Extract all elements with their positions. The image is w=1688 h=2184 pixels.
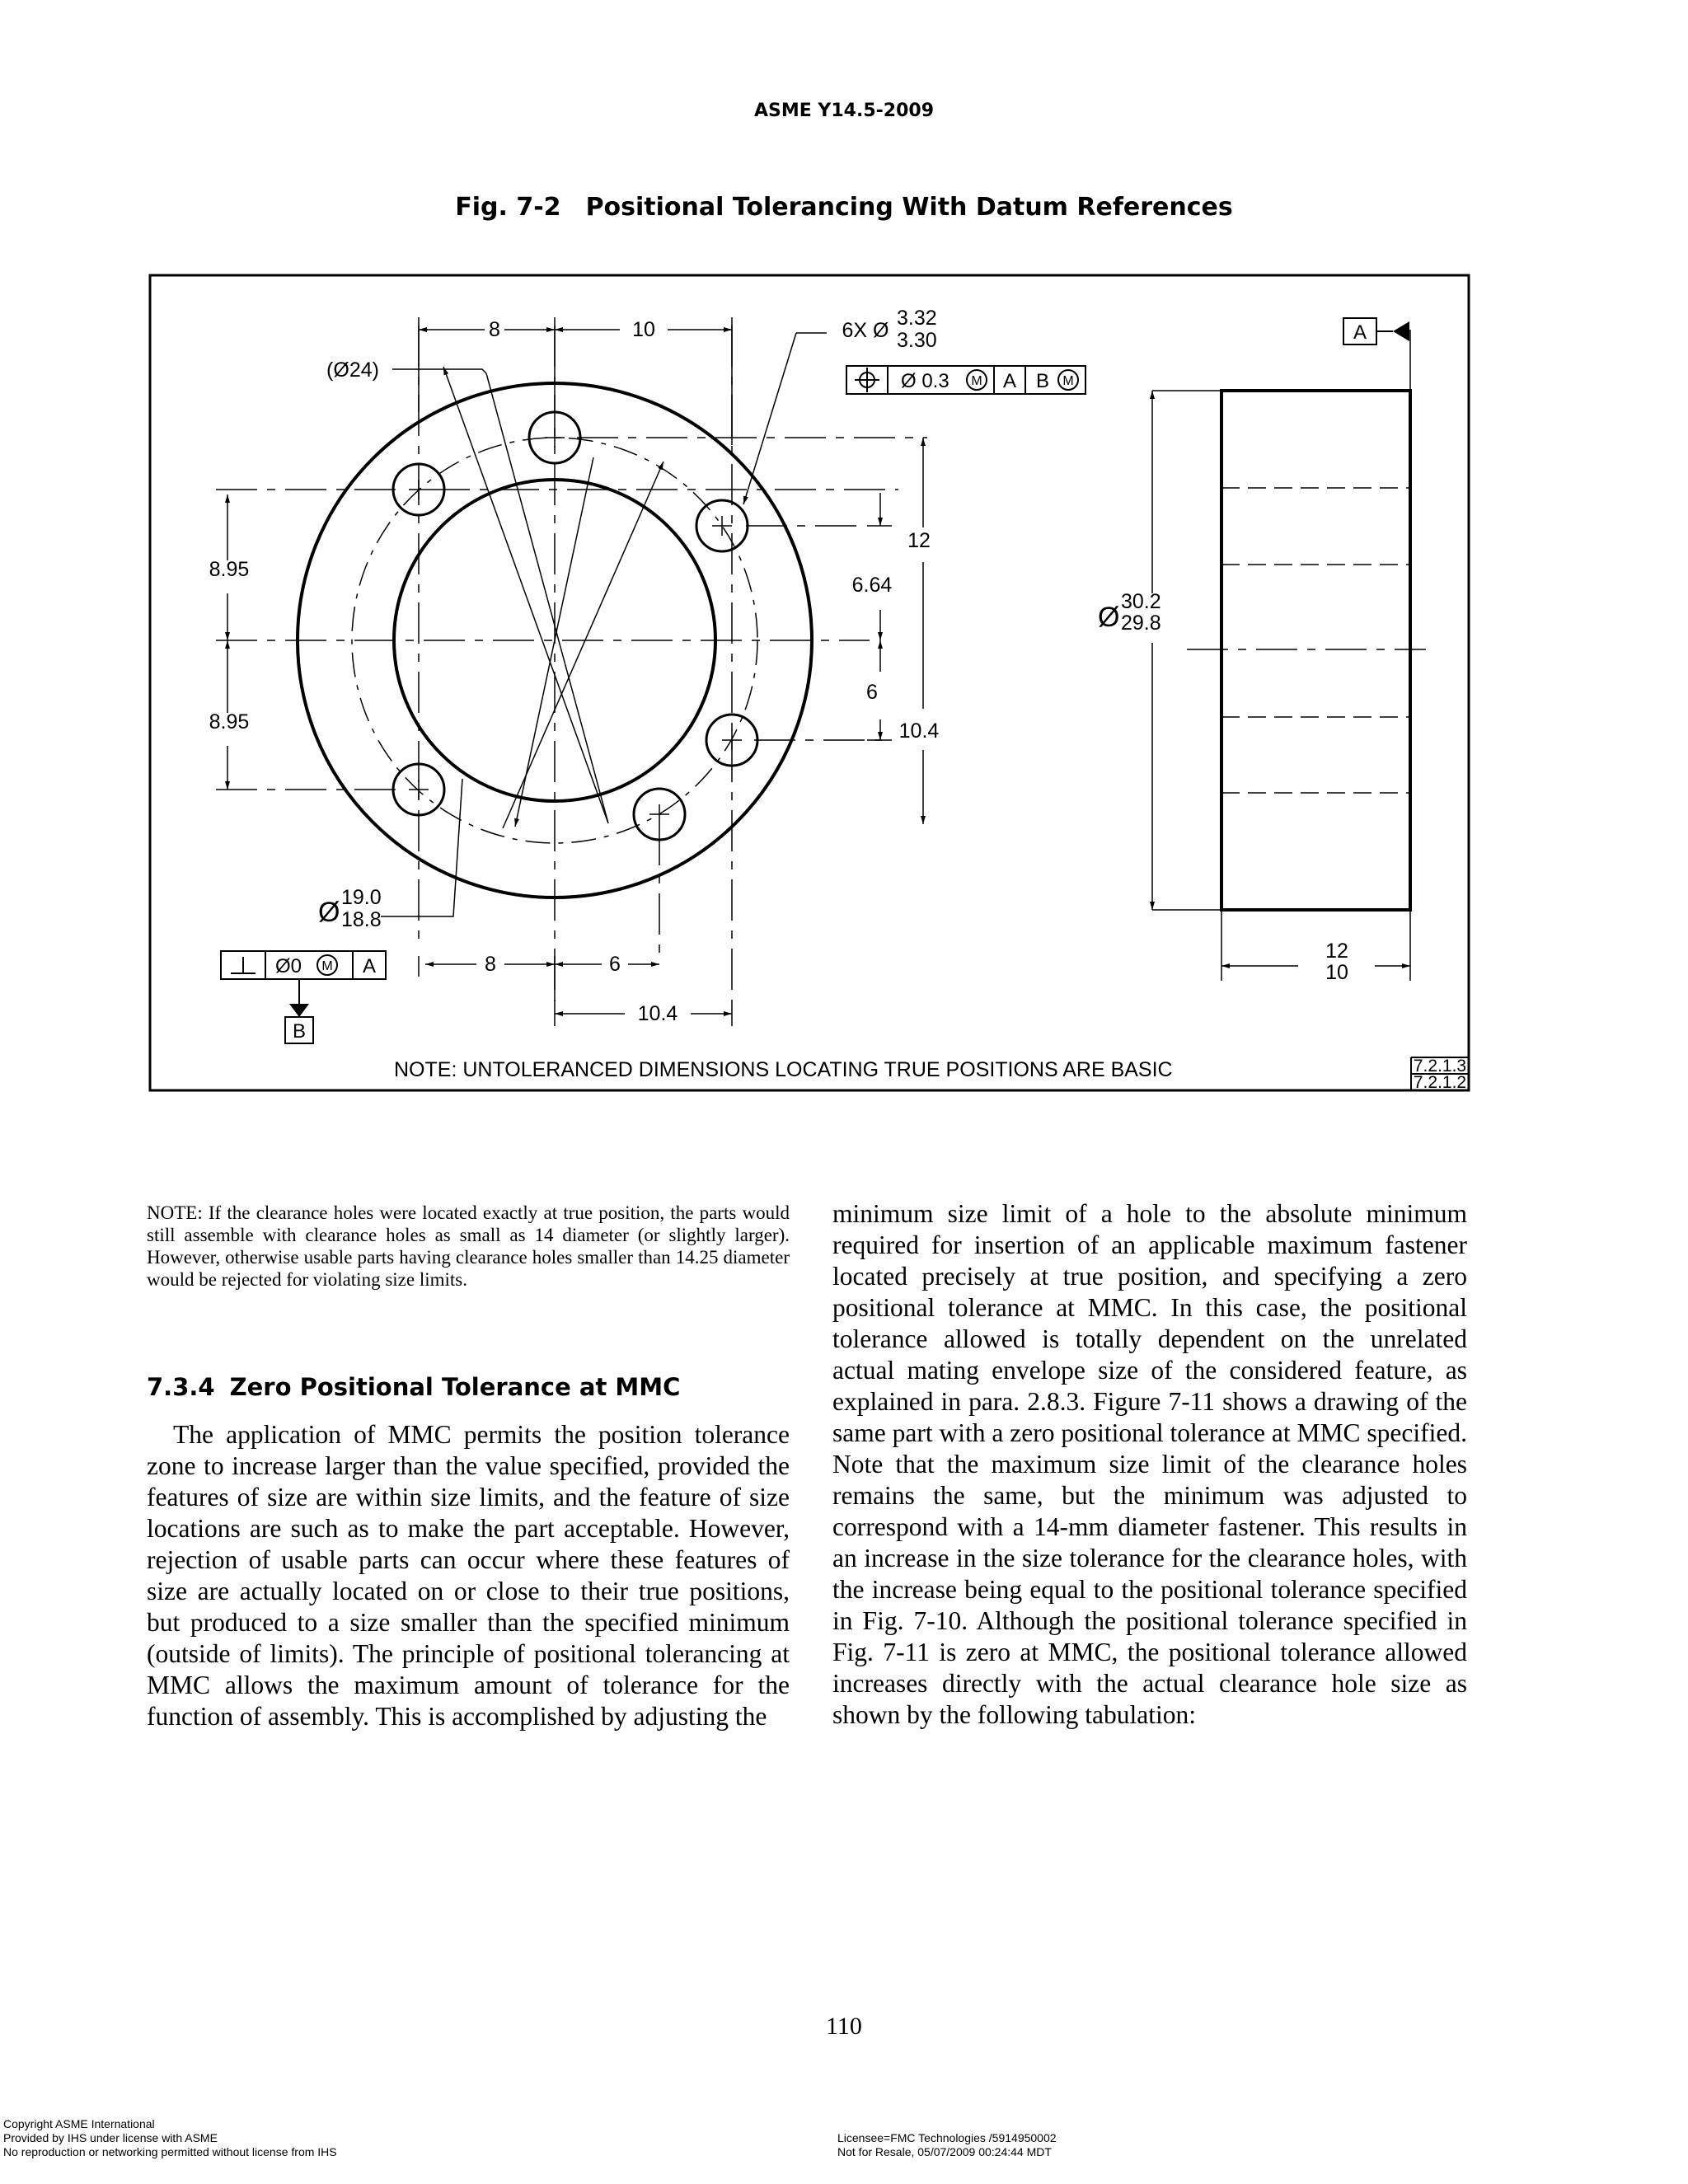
dim-thick-lower: 10 (1325, 961, 1348, 984)
side-body (1221, 391, 1410, 910)
dim-895-lower: 8.95 (209, 710, 250, 733)
section-heading (147, 1373, 680, 1401)
dim-6: 6 (866, 681, 878, 704)
footer-line: Licensee=FMC Technologies /5914950002 (837, 2131, 1057, 2144)
figure-number: Fig. 7-2 (455, 193, 561, 222)
side-view (1152, 330, 1426, 981)
fcf-tolerance: Ø 0.3 (901, 370, 950, 392)
datum-b-letter: B (292, 1020, 307, 1043)
dim-od-symbol: Ø (1098, 602, 1120, 633)
datum-a-symbol (1343, 318, 1409, 344)
dim-id-lower: 18.8 (341, 908, 382, 931)
body-column-right (832, 1198, 1467, 1731)
dim-895-upper: 8.95 (209, 558, 250, 581)
footer-right (837, 2131, 1057, 2159)
dim-hole-upper: 3.32 (897, 307, 937, 330)
footer-left (3, 2117, 337, 2159)
mmc-letter-3: M (321, 959, 333, 973)
dim-hole-count: 6X Ø (842, 319, 889, 342)
dim-bottom-104: 10.4 (637, 1002, 678, 1025)
figure-note: NOTE: UNTOLERANCED DIMENSIONS LOCATING TRUE POSITIONS ARE BASIC (394, 1058, 1173, 1081)
footer-line: Not for Resale, 05/07/2009 00:24:44 MDT (837, 2145, 1052, 2158)
para-ref-1: 7.2.1.3 (1413, 1057, 1467, 1076)
dim-id-upper: 19.0 (341, 886, 382, 909)
dim-bottom-8: 8 (485, 953, 496, 976)
dim-12: 12 (907, 529, 931, 552)
fcf-datum-a: A (1002, 370, 1017, 392)
dim-hole-lower: 3.30 (897, 329, 937, 352)
dim-bottom-6: 6 (609, 953, 621, 976)
dim-thick-upper: 12 (1325, 940, 1348, 963)
figure-explanatory-note: NOTE: If the clearance holes were located exactly at true position, the parts would still assemble with clearance holes as small as 14 diameter (or slightly larger). However, otherwise usable parts having clearance holes smaller than 14.25 diameter would be rejected for violating size limits. (147, 1202, 790, 1290)
para-ref-2: 7.2.1.2 (1413, 1073, 1467, 1092)
datum-b-triangle (289, 1004, 309, 1017)
dim-664: 6.64 (851, 574, 893, 597)
section-number: 7.3.4 (147, 1373, 215, 1401)
paragraph-left: The application of MMC permits the position tolerance zone to increase larger than the value specified, provided the features of size are within size limits, and the feature of size locations are such as to make the part acceptable. However, rejection of usable parts can occur where these features of size are actually located on or close to their true positions, but produced to a size smaller than the specified minimum (outside of limits). The principle of positional tolerancing at MMC allows the maximum amount of tolerance for the function of assembly. This is accomplished by adjusting the (147, 1420, 790, 1731)
mmc-letter-1: M (971, 374, 982, 388)
footer-line: Provided by IHS under license with ASME (3, 2131, 218, 2144)
figure-title-text: Positional Tolerancing With Datum References (585, 193, 1233, 222)
running-header: ASME Y14.5-2009 (753, 101, 935, 121)
footer-line: No reproduction or networking permitted without license from IHS (3, 2145, 337, 2158)
dim-bolt-circle: (Ø24) (326, 359, 379, 382)
page-number: 110 (826, 2013, 862, 2040)
footer-line: Copyright ASME International (3, 2117, 155, 2130)
dim-id-symbol: Ø (318, 897, 340, 928)
section-title: Zero Positional Tolerance at MMC (229, 1373, 681, 1401)
dim-top-8: 8 (489, 318, 500, 341)
fcf-datum-b: B (1035, 370, 1050, 392)
position-fcf (846, 366, 1085, 394)
dim-od-lower: 29.8 (1121, 612, 1161, 635)
dim-od-upper: 30.2 (1121, 590, 1161, 613)
mmc-letter-2: M (1062, 374, 1074, 388)
dim-104: 10.4 (898, 719, 940, 743)
perp-datum-a: A (362, 955, 377, 977)
datum-a-letter: A (1353, 321, 1367, 344)
paragraph-right: minimum size limit of a hole to the absolute minimum required for insertion of an applicable maximum fastener located precisely at true position, and specifying a zero positional tolerance at MMC. In this case, the positional tolerance allowed is totally dependent on the unrelated actual mating envelope size of the considered feature, as explained in para. 2.8.3. Figure 7-11 shows a drawing of the same part with a zero positional tolerance at MMC specified. Note that the maximum size limit of the clearance holes remains the same, but the minimum was adjusted to correspond with a 14-mm diameter fastener. This results in an increase in the size tolerance for the clearance holes, with the increase being equal to the positional tolerance specified in Fig. 7-10. Although the positional tolerance specified in Fig. 7-11 is zero at MMC, the positional tolerance allowed increases directly with the actual clearance hole size as shown by the following tabulation: (832, 1199, 1467, 1729)
dim-top-10: 10 (632, 318, 655, 341)
body-column-left (147, 1419, 790, 1732)
perp-tolerance: Ø0 (275, 955, 302, 977)
hole-centermarks (409, 428, 742, 824)
